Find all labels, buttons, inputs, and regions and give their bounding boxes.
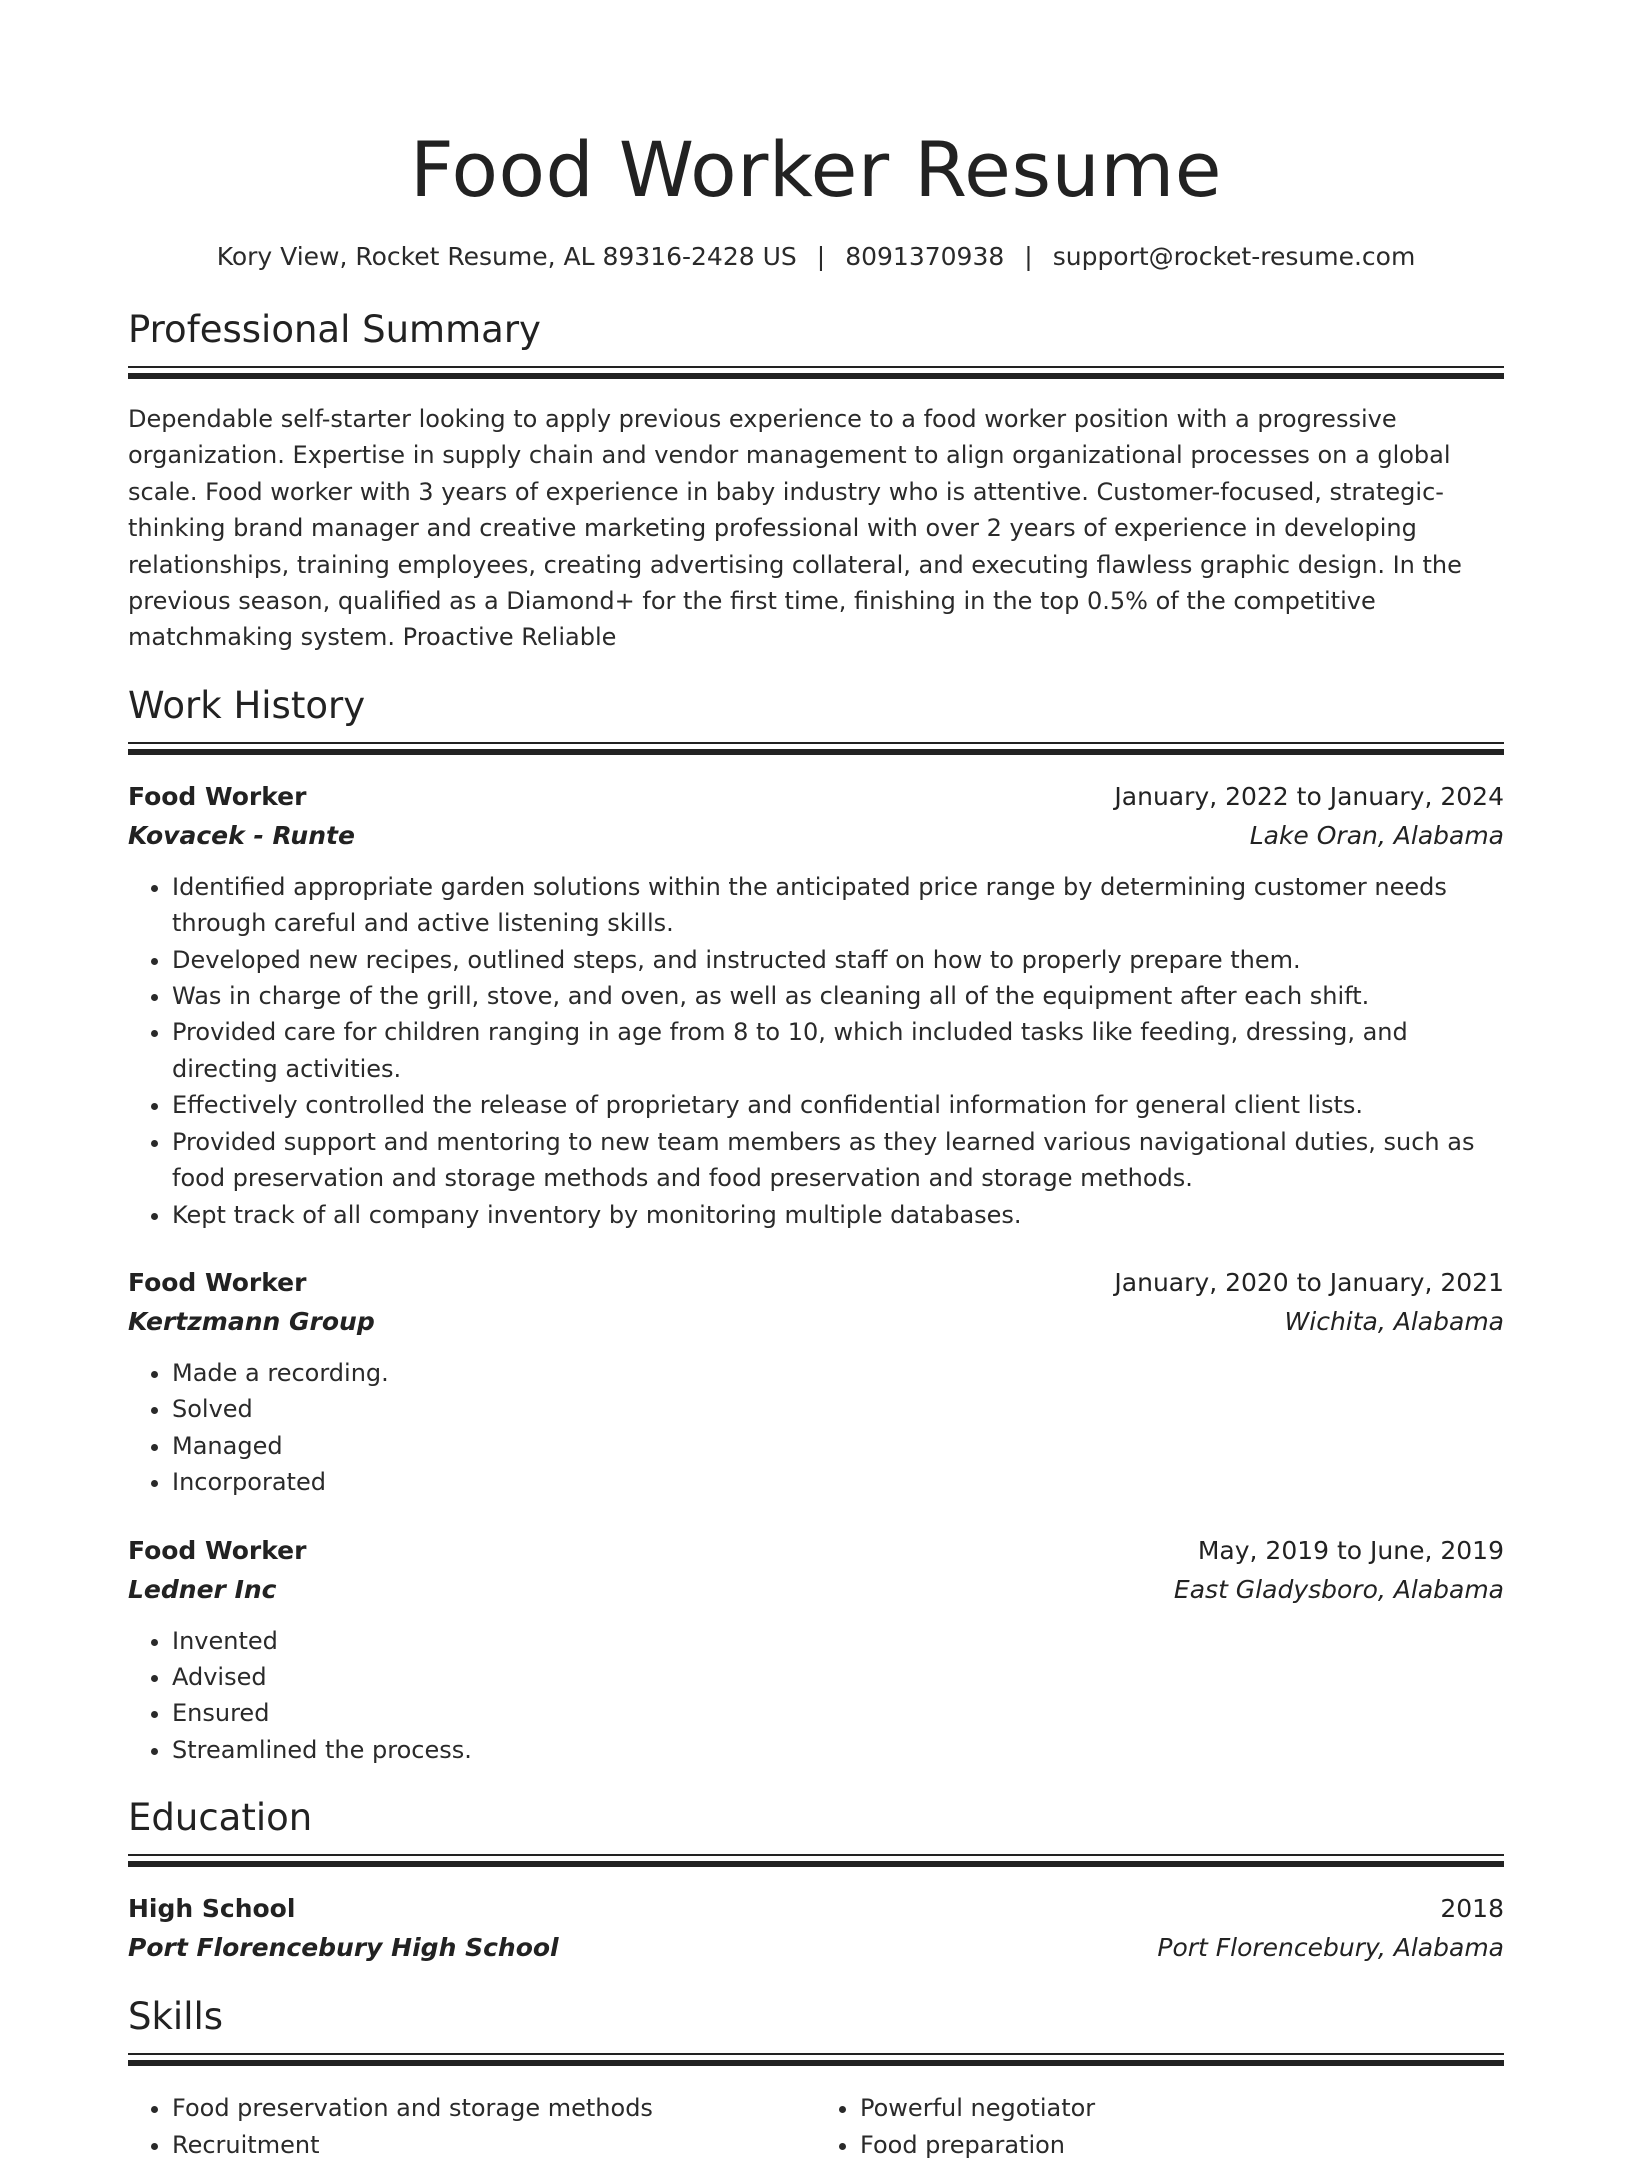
job-bullet: • Provided care for children ranging in age from 8 to 10, which included tasks like feeding, dressing, and directing activities. (172, 1014, 1504, 1087)
section-divider (128, 742, 1504, 755)
job-bullet: • Made a recording. (172, 1355, 1504, 1391)
job-bullet: • Was in charge of the grill, stove, and oven, as well as cleaning all of the equipment after each shift. (172, 978, 1504, 1014)
education-subheader (128, 1928, 1504, 1967)
job-bullet: • Developed new recipes, outlined steps, and instructed staff on how to properly prepare them. (172, 942, 1504, 978)
job-subheader (128, 1302, 1504, 1341)
job-dates: January, 2020 to January, 2021 (1114, 1267, 1504, 1297)
education-degree: High School (128, 1894, 296, 1924)
job-bullets (128, 869, 1504, 1233)
job-bullet: • Managed (172, 1428, 1504, 1464)
skills-column-right (816, 2090, 1504, 2163)
job-bullet: • Solved (172, 1391, 1504, 1427)
job-entry (128, 1263, 1504, 1501)
job-company: Ledner Inc (128, 1574, 277, 1604)
skill-item: • Food preparation (860, 2127, 1504, 2163)
skill-item: • Food preservation and storage methods (172, 2090, 816, 2126)
contact-separator: | (1024, 242, 1033, 271)
job-location: Wichita, Alabama (1284, 1306, 1504, 1336)
job-title: Food Worker (128, 1267, 307, 1297)
summary-heading: Professional Summary (128, 308, 541, 351)
resume-title: Food Worker Resume (409, 125, 1222, 214)
job-subheader (128, 816, 1504, 855)
job-entry (128, 777, 1504, 1233)
section-divider (128, 366, 1504, 379)
education-header (128, 1889, 1504, 1928)
job-bullet: • Identified appropriate garden solutions within the anticipated price range by determining customer needs through careful and active listening skills. (172, 869, 1504, 942)
job-dates: January, 2022 to January, 2024 (1114, 781, 1504, 811)
job-location: East Gladysboro, Alabama (1173, 1574, 1504, 1604)
education-location: Port Florencebury, Alabama (1157, 1933, 1504, 1963)
skill-item: • Recruitment (172, 2127, 816, 2163)
job-dates: May, 2019 to June, 2019 (1197, 1535, 1504, 1565)
job-header (128, 1263, 1504, 1302)
work-heading: Work History (128, 683, 366, 727)
contact-email: support@rocket-resume.com (1052, 242, 1416, 271)
job-bullet: • Ensured (172, 1695, 1504, 1731)
skills-heading: Skills (128, 1995, 224, 2039)
section-divider (128, 1854, 1504, 1867)
job-bullet: • Advised (172, 1659, 1504, 1695)
section-divider (128, 2053, 1504, 2066)
job-bullet: • Invented (172, 1623, 1504, 1659)
job-bullet: • Incorporated (172, 1464, 1504, 1500)
job-entry (128, 1531, 1504, 1769)
job-header (128, 1531, 1504, 1570)
education-section (128, 1794, 1504, 1967)
job-subheader (128, 1570, 1504, 1609)
education-heading: Education (128, 1796, 313, 1840)
contact-separator: | (816, 242, 826, 271)
skills-section (128, 1993, 1504, 2163)
contact-phone: 8091370938 (845, 242, 1005, 271)
job-company: Kovacek - Runte (128, 820, 355, 850)
job-title: Food Worker (128, 781, 307, 811)
skills-list (128, 2076, 1504, 2163)
job-bullet: • Provided support and mentoring to new team members as they learned various navigational duties, such as food preservation and storage methods and food preservation and storage methods. (172, 1124, 1504, 1197)
job-bullets (128, 1623, 1504, 1769)
job-bullet: • Kept track of all company inventory by monitoring multiple databases. (172, 1197, 1504, 1233)
work-section (128, 682, 1504, 1768)
contact-line (128, 240, 1504, 274)
skills-column-left (128, 2090, 816, 2163)
job-bullet: • Streamlined the process. (172, 1732, 1504, 1768)
education-school: Port Florencebury High School (128, 1933, 559, 1963)
contact-address: Kory View, Rocket Resume, AL 89316-2428 US (216, 242, 797, 271)
job-location: Lake Oran, Alabama (1249, 820, 1504, 850)
education-year: 2018 (1440, 1894, 1504, 1924)
job-company: Kertzmann Group (128, 1306, 375, 1336)
job-bullets (128, 1355, 1504, 1501)
summary-section (128, 306, 1504, 656)
skill-item: • Powerful negotiator (860, 2090, 1504, 2126)
job-header (128, 777, 1504, 816)
summary-text: Dependable self-starter looking to apply previous experience to a food worker position with a progressive organization. Expertise in supply chain and vendor management to align organizational processes on a global scale. Food worker with 3 years of experience in baby industry who is attentive. Customer-focused, strategic-thinking brand manager and creative marketing professional with over 2 years of experience in developing relationships, training employees, creating advertising collateral, and executing flawless graphic design. In the previous season, qualified as a Diamond+ for the first time, finishing in the top 0.5% of the competitive matchmaking system. Proactive Reliable (128, 405, 1462, 652)
job-title: Food Worker (128, 1535, 307, 1565)
job-bullet: • Effectively controlled the release of proprietary and confidential information for general client lists. (172, 1087, 1504, 1123)
